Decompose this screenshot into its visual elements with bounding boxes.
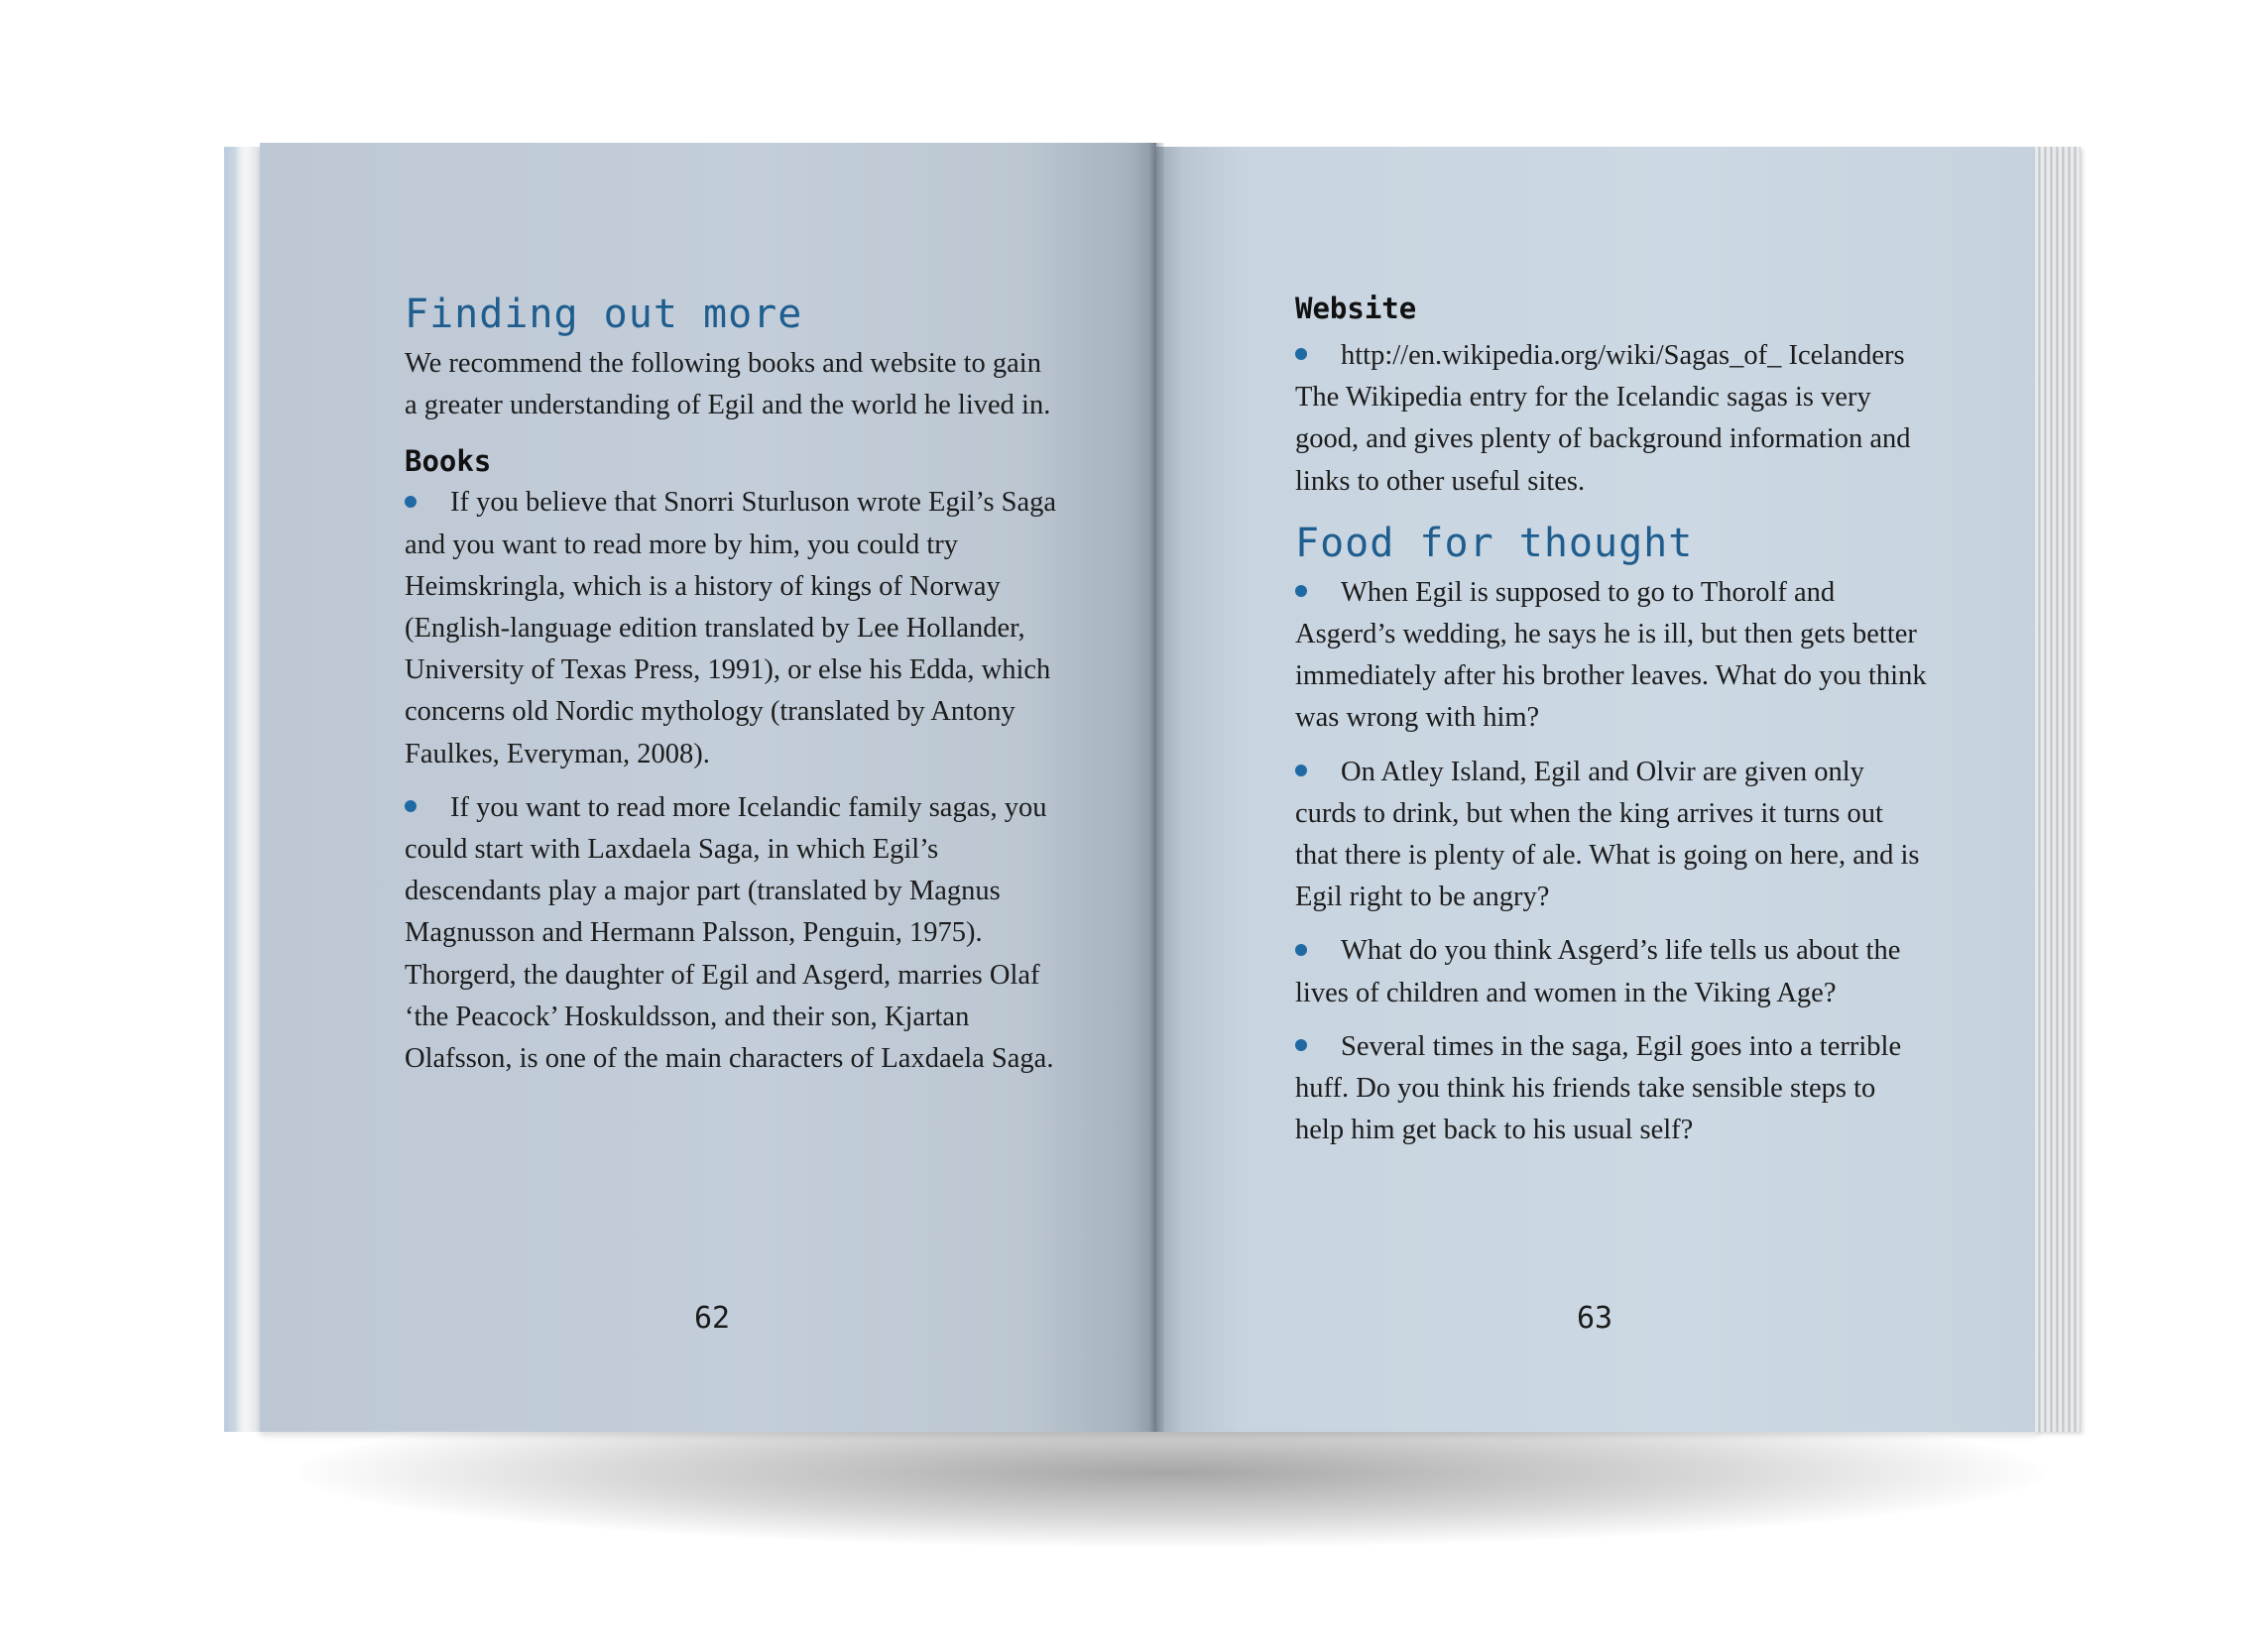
question-item [1295, 752, 1930, 919]
page-stack-edge [2035, 147, 2081, 1432]
website-heading: Website [1295, 292, 1417, 325]
book-item [405, 787, 1059, 1080]
question-text: What do you think Asgerd’s life tells us about the lives of children and women in the Viking Age? [1295, 935, 1901, 1008]
book-cover-edge [224, 147, 260, 1432]
question-item [1295, 572, 1930, 740]
page-number-right: 63 [1577, 1301, 1613, 1336]
right-page-content [1295, 288, 1930, 1163]
bullet-icon [405, 800, 417, 812]
website-item [1295, 335, 1930, 377]
website-description: The Wikipedia entry for the Icelandic sagas is very good, and gives plenty of background information and links to other useful sites. [1295, 382, 1911, 497]
bullet-icon [1295, 1039, 1307, 1051]
question-text: On Atley Island, Egil and Olvir are given only curds to drink, but when the king arrives it turns out that there is plenty of ale. What is going on here, and is Egil right to be angry? [1295, 756, 1920, 913]
book-item-text: If you want to read more Icelandic family sagas, you could start with Laxdaela Saga, in which Egil’s descendants play a major part (translated by Magnus Magnusson and Hermann Palsson, Penguin, 1975). Thorgerd, the daughter of Egil and Asgerd, marries Olaf ‘the Peacock’ Hoskuldsson, and their son, Kjartan Olafsson, is one of the main characters of Laxdaela Saga. [405, 791, 1054, 1075]
question-item [1295, 930, 1930, 1013]
question-text: When Egil is supposed to go to Thorolf and Asgerd’s wedding, he says he is ill, but then gets better immediately after his brother leaves. What do you think was wrong with him? [1295, 576, 1927, 734]
website-url: http://en.wikipedia.org/wiki/Sagas_of_ Icelanders [1341, 340, 1905, 371]
bullet-icon [1295, 944, 1307, 956]
books-heading: Books [405, 444, 492, 479]
question-text: Several times in the saga, Egil goes into a terrible huff. Do you think his friends take sensible steps to help him get back to his usual self? [1295, 1030, 1902, 1146]
bullet-icon [405, 496, 417, 508]
book-item-text: If you believe that Snorri Sturluson wrote Egil’s Saga and you want to read more by him, you could try Heimskringla, which is a history of kings of Norway (English-language edition translated by Lee Hollander, University of Texas Press, 1991), or else his Edda, which concerns old Nordic mythology (translated by Antony Faulkes, Everyman, 2008). [405, 487, 1057, 769]
question-item [1295, 1026, 1930, 1152]
bullet-icon [1295, 585, 1307, 597]
intro-paragraph: We recommend the following books and website to gain a greater understanding of Egil and the world he lived in. [405, 348, 1051, 421]
book-item [405, 482, 1059, 774]
left-page-content [405, 288, 1059, 1092]
page-number-left: 62 [694, 1301, 731, 1336]
finding-out-more-heading: Finding out more [405, 292, 803, 337]
food-for-thought-heading: Food for thought [1295, 520, 1694, 566]
bullet-icon [1295, 765, 1307, 776]
book-gutter [1148, 143, 1164, 1432]
bullet-icon [1295, 348, 1307, 360]
